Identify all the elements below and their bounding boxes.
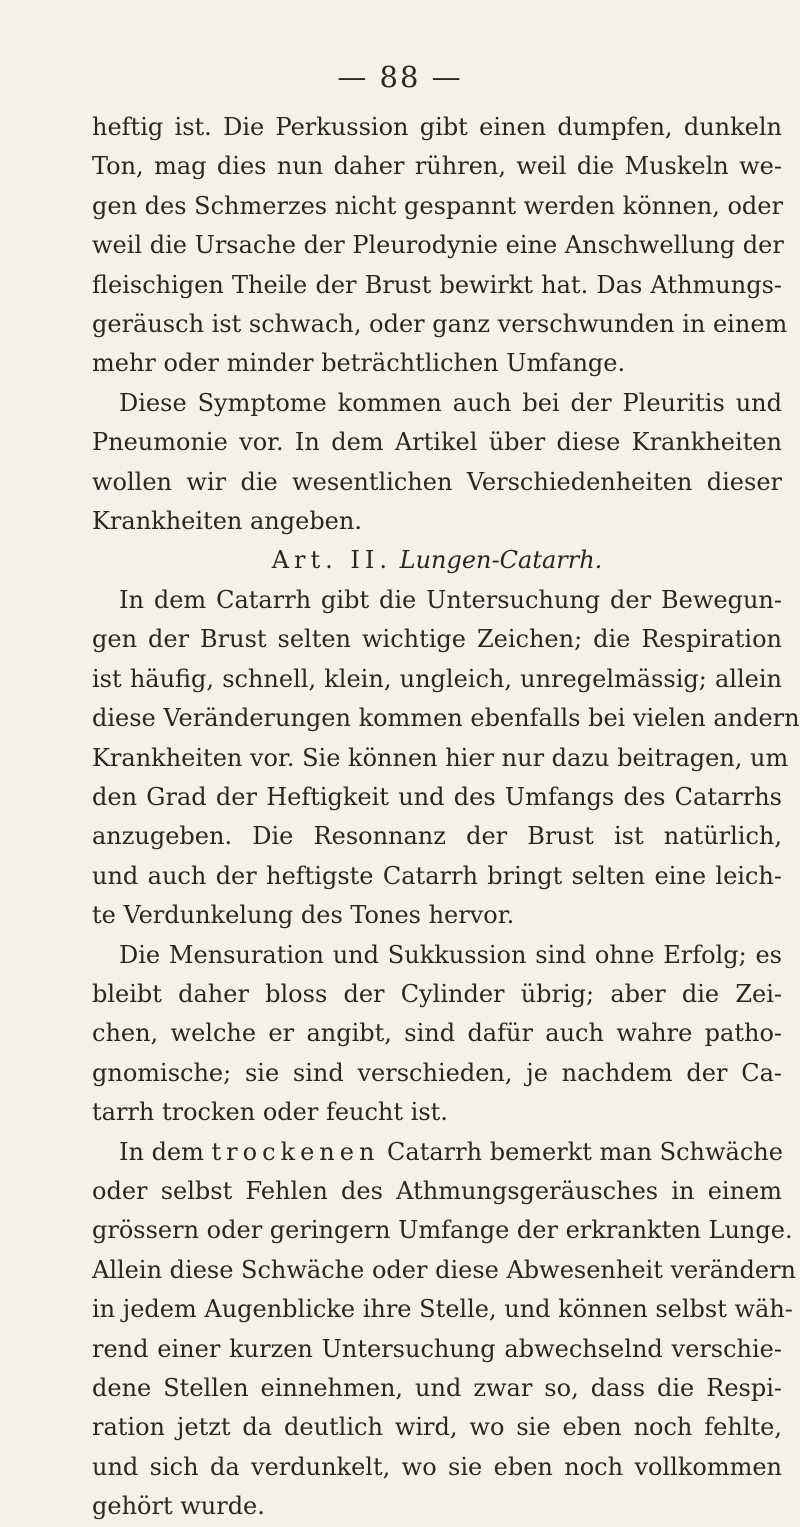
text-line: wollen wir die wesentlichen Verschiedenheiten dieser xyxy=(92,467,782,496)
section-heading xyxy=(92,541,782,580)
article-title: Lungen-Catarrh. xyxy=(399,546,603,575)
text-line: oder selbst Fehlen des Athmungsgeräusches in einem xyxy=(92,1176,782,1205)
paragraph-start-line: Die Mensuration und Sukkussion sind ohne Erfolg; es xyxy=(119,940,782,969)
article-label: Art. II. xyxy=(271,546,392,575)
text-line: Krankheiten vor. Sie können hier nur dazu beitragen, um xyxy=(92,743,789,772)
text-line: chen, welche er angibt, sind dafür auch wahre patho- xyxy=(92,1019,782,1048)
text-line: tarrh trocken oder feucht ist. xyxy=(92,1098,448,1127)
text-line: geräusch ist schwach, oder ganz verschwunden in einem xyxy=(92,310,788,339)
text-line: den Grad der Heftigkeit und des Umfangs des Catarrhs xyxy=(92,782,782,811)
paragraph-start-line: Diese Symptome kommen auch bei der Pleuritis und xyxy=(119,388,782,417)
text-line: grössern oder geringern Umfange der erkrankten Lunge. xyxy=(92,1216,793,1245)
body-text xyxy=(92,108,800,1527)
paragraph-start-line xyxy=(92,1133,782,1172)
text-line: gen der Brust selten wichtige Zeichen; die Respiration xyxy=(92,625,782,654)
text-line: Pneumonie vor. In dem Artikel über diese Krankheiten xyxy=(92,428,782,457)
text-line: te Verdunkelung des Tones hervor. xyxy=(92,901,515,930)
text-line: Krankheiten angeben. xyxy=(92,507,362,536)
text-line: rend einer kurzen Untersuchung abwechselnd verschie- xyxy=(92,1334,782,1363)
text-line: und sich da verdunkelt, wo sie eben noch vollkommen xyxy=(92,1452,782,1481)
line-start-text: In dem xyxy=(119,1137,204,1166)
text-line: bleibt daher bloss der Cylinder übrig; aber die Zei- xyxy=(92,979,782,1008)
text-line: gen des Schmerzes nicht gespannt werden können, oder xyxy=(92,191,783,220)
text-line: fleischigen Theile der Brust bewirkt hat. Das Athmungs- xyxy=(92,270,782,299)
text-line: ist häufig, schnell, klein, ungleich, unregelmässig; allein xyxy=(92,664,782,693)
text-line: diese Veränderungen kommen ebenfalls bei vielen andern xyxy=(92,704,800,733)
text-line: und auch der heftigste Catarrh bringt selten eine leich- xyxy=(92,861,782,890)
text-line: gehört wurde. xyxy=(92,1492,265,1521)
text-line: Allein diese Schwäche oder diese Abwesenheit verändern xyxy=(92,1255,796,1284)
page-number: — 88 — xyxy=(337,60,463,94)
line-end-text: Catarrh bemerkt man Schwäche xyxy=(387,1137,783,1166)
text-line: ration jetzt da deutlich wird, wo sie eben noch fehlte, xyxy=(92,1413,782,1442)
text-line: dene Stellen einnehmen, und zwar so, dass die Respi- xyxy=(92,1374,782,1402)
text-line: in jedem Augenblicke ihre Stelle, und können selbst wäh- xyxy=(92,1295,793,1324)
text-line: weil die Ursache der Pleurodynie eine Anschwellung der xyxy=(92,231,784,260)
paragraph-start-line: In dem Catarrh gibt die Untersuchung der Bewegun- xyxy=(119,585,782,614)
text-line: mehr oder minder beträchtlichen Umfange. xyxy=(92,349,626,378)
text-line: heftig ist. Die Perkussion gibt einen dumpfen, dunkeln xyxy=(92,113,782,141)
text-line: gnomische; sie sind verschieden, je nachdem der Ca- xyxy=(92,1058,782,1087)
spaced-emphasis: trockenen xyxy=(211,1137,380,1166)
text-line: anzugeben. Die Resonnanz der Brust ist natürlich, xyxy=(92,822,782,851)
text-line: Ton, mag dies nun daher rühren, weil die Muskeln we- xyxy=(92,152,782,181)
